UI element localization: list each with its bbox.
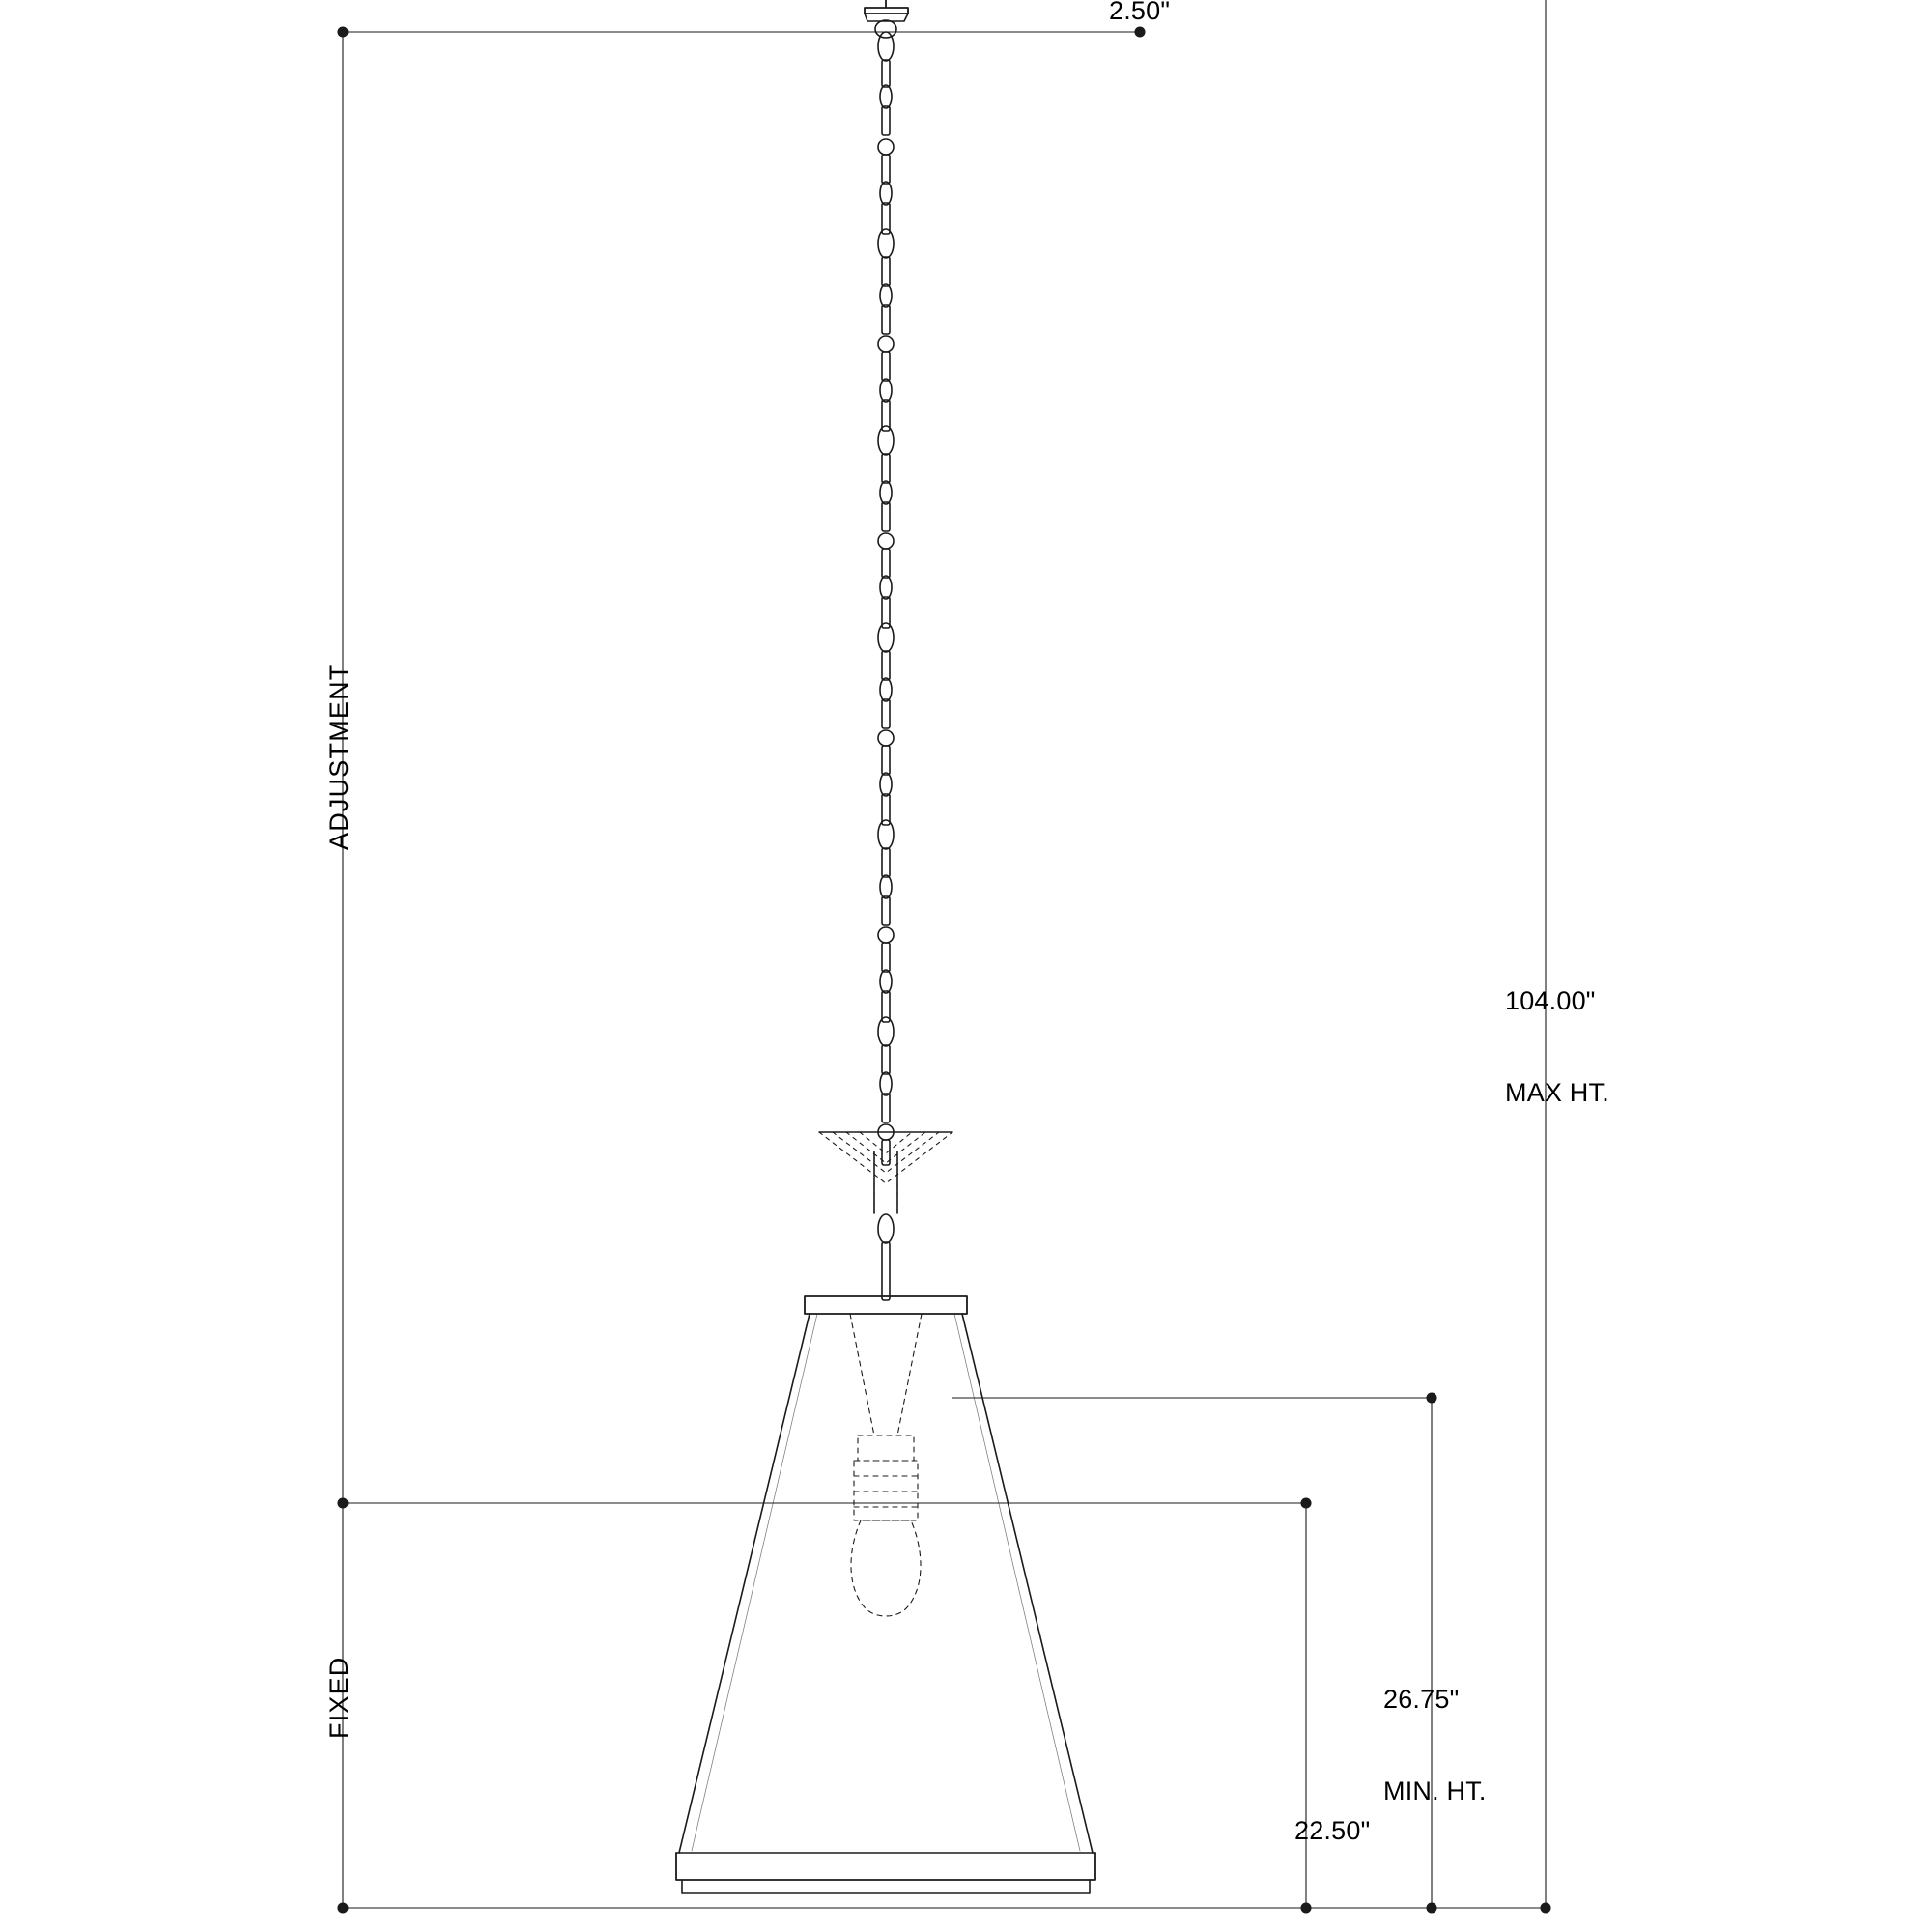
min-height-sublabel: MIN. HT. — [1383, 1776, 1487, 1806]
dimension-label-canopy-width: 2.50" — [1109, 0, 1171, 25]
max-height-value: 104.00" — [1505, 985, 1596, 1015]
min-height-value: 26.75" — [1383, 1684, 1460, 1714]
dimension-label-max-height — [1505, 924, 1609, 1171]
dimension-label-min-height — [1383, 1623, 1487, 1869]
max-height-sublabel: MAX HT. — [1505, 1078, 1609, 1108]
dimension-lines — [338, 0, 1550, 1913]
lower-chain-link — [878, 1214, 894, 1300]
hidden-bulb-socket — [850, 1314, 922, 1616]
hidden-swivel-detail — [819, 1132, 952, 1213]
lamp-shade — [676, 1296, 1095, 1893]
zone-label-fixed: FIXED — [325, 1656, 354, 1739]
chain — [878, 32, 894, 1165]
zone-label-adjustment: ADJUSTMENT — [325, 663, 354, 850]
dimension-label-shade-width: 22.50" — [1294, 1816, 1371, 1845]
